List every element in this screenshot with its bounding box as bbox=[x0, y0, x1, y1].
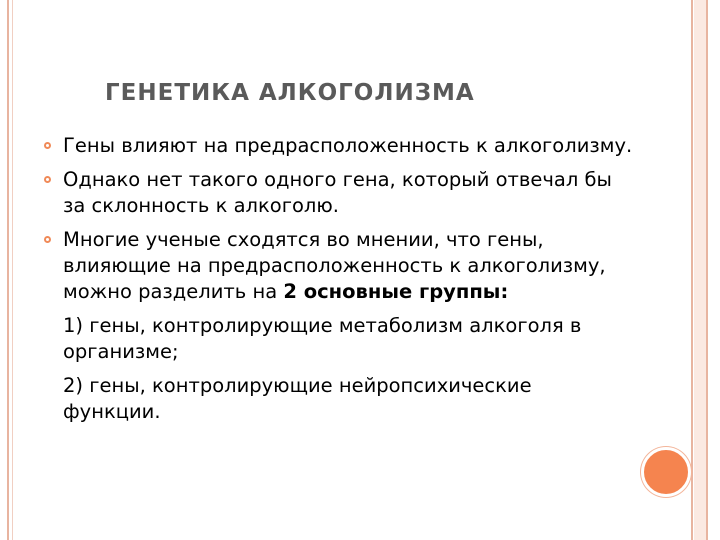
frame-line-left bbox=[7, 0, 9, 540]
bullet-item bbox=[44, 133, 634, 159]
bullet-item bbox=[44, 227, 634, 305]
accent-circle-decoration bbox=[641, 447, 691, 497]
frame-line-right-outer bbox=[691, 0, 693, 540]
bullet-bold-text: 2 основные группы: bbox=[283, 280, 509, 303]
bullet-item bbox=[44, 167, 634, 219]
bullet-ring-icon bbox=[44, 142, 51, 149]
frame-band-right bbox=[694, 0, 706, 540]
frame-line-right-inner bbox=[706, 0, 708, 540]
bullet-text: Гены влияют на предрасположенность к алкоголизму. bbox=[63, 134, 633, 157]
bullet-text: Многие ученые сходятся во мнении, что гены, влияющие на предрасположенность к алкоголизму, можно разделить на bbox=[63, 228, 606, 303]
slide-content bbox=[44, 133, 634, 433]
frame-line-left-inner bbox=[12, 0, 13, 540]
sub-item: 1) гены, контролирующие метаболизм алкоголя в организме; bbox=[63, 314, 582, 363]
bullet-ring-icon bbox=[44, 236, 51, 243]
bullet-ring-icon bbox=[44, 176, 51, 183]
slide-title: ГЕНЕТИКА АЛКОГОЛИЗМА bbox=[105, 80, 475, 106]
sub-item: 2) гены, контролирующие нейропсихические функции. bbox=[63, 374, 532, 423]
bullet-text: Однако нет такого одного гена, который отвечал бы за склонность к алкоголю. bbox=[63, 168, 612, 217]
